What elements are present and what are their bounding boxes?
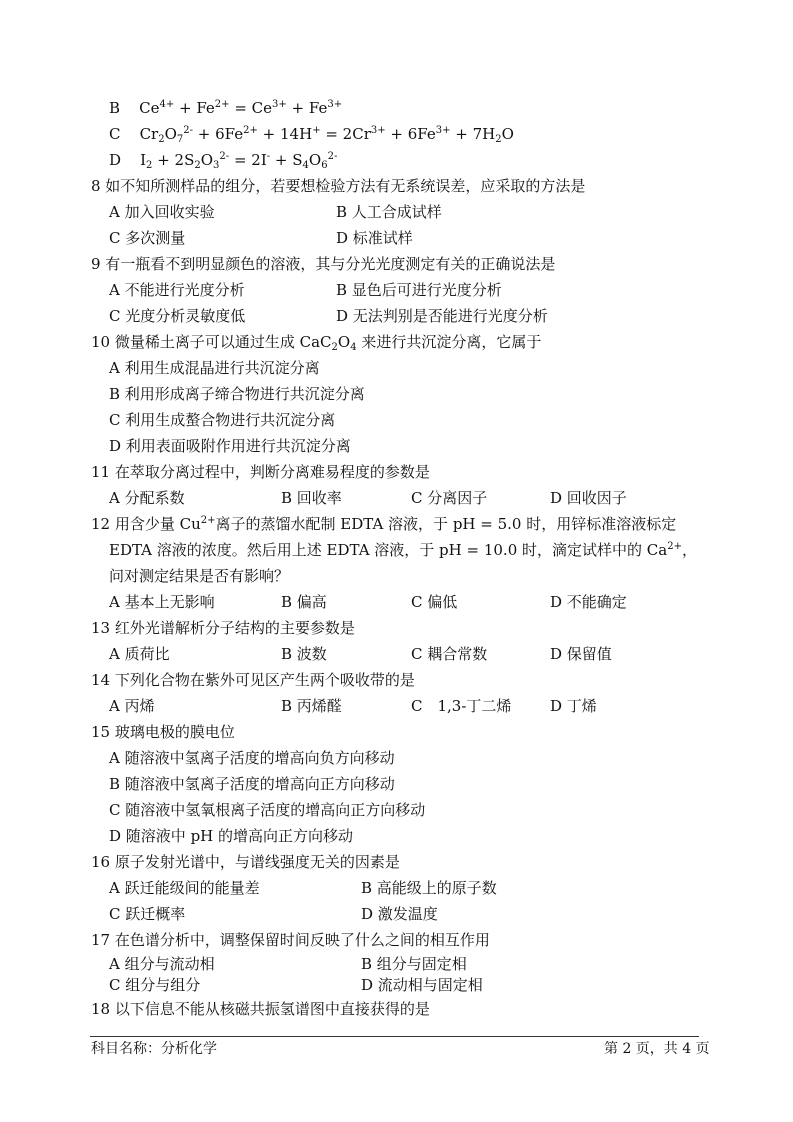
q17-option-a: A 组分与流动相: [109, 955, 215, 973]
q16-option-b: B 高能级上的原子数: [361, 879, 497, 897]
q17-option-c: C 组分与组分: [109, 976, 201, 994]
q7-option-d: D $I_2 + 2S_2O_3^{2-} = 2I^- + S_4O_6^{2-}$: [109, 151, 338, 171]
q13-option-a: A 质荷比: [109, 645, 170, 663]
q11-stem: 11 在萃取分离过程中，判断分离难易程度的参数是: [91, 463, 430, 481]
q10-option-d: D 利用表面吸附作用进行共沉淀分离: [109, 437, 351, 455]
q11-option-c: C 分离因子: [411, 489, 488, 507]
q11-option-a: A 分配系数: [109, 489, 185, 507]
q8-option-c: C 多次测量: [109, 229, 186, 247]
q7-option-b: B $Ce^{4+} + Fe^{2+} = Ce^{3+} + Fe^{3+}$: [109, 99, 343, 117]
q15-option-c: C 随溶液中氢氧根离子活度的增高向正方向移动: [109, 801, 426, 819]
q15-stem: 15 玻璃电极的膜电位: [91, 723, 235, 741]
q9-option-d: D 无法判别是否能进行光度分析: [336, 307, 548, 325]
q17-option-b: B 组分与固定相: [361, 955, 467, 973]
q8-option-a: A 加入回收实验: [109, 203, 215, 221]
q8-stem: 8 如不知所测样品的组分，若要想检验方法有无系统误差，应采取的方法是: [91, 177, 586, 195]
q9-option-b: B 显色后可进行光度分析: [336, 281, 502, 299]
q16-stem: 16 原子发射光谱中，与谱线强度无关的因素是: [91, 853, 400, 871]
q12-option-b: B 偏高: [281, 593, 327, 611]
q10-option-c: C 利用生成螯合物进行共沉淀分离: [109, 411, 336, 429]
footer-subject: 科目名称：分析化学: [91, 1041, 217, 1057]
q10-option-b: B 利用形成离子缔合物进行共沉淀分离: [109, 385, 365, 403]
q12-option-c: C 偏低: [411, 593, 458, 611]
q12-stem-line1: 12 用含少量 $Cu^{2+}$离子的蒸馏水配制 EDTA 溶液，于 pH = 5.0 时，用锌标准溶液标定: [91, 515, 677, 533]
q11-option-b: B 回收率: [281, 489, 342, 507]
q14-option-a: A 丙烯: [109, 697, 155, 715]
q13-option-d: D 保留值: [550, 645, 612, 663]
q18-stem: 18 以下信息不能从核磁共振氢谱图中直接获得的是: [91, 1000, 430, 1018]
q10-stem: 10 微量稀土离子可以通过生成 $CaC_2O_4$ 来进行共沉淀分离，它属于: [91, 333, 542, 353]
q12-option-a: A 基本上无影响: [109, 593, 215, 611]
q17-stem: 17 在色谱分析中，调整保留时间反映了什么之间的相互作用: [91, 931, 490, 949]
q15-option-a: A 随溶液中氢离子活度的增高向负方向移动: [109, 749, 395, 767]
q12-option-d: D 不能确定: [550, 593, 627, 611]
q11-option-d: D 回收因子: [550, 489, 627, 507]
q9-option-c: C 光度分析灵敏度低: [109, 307, 246, 325]
q14-option-d: D 丁烯: [550, 697, 597, 715]
q15-option-b: B 随溶液中氢离子活度的增高向正方向移动: [109, 775, 395, 793]
q13-stem: 13 红外光谱解析分子结构的主要参数是: [91, 619, 355, 637]
q16-option-d: D 激发温度: [361, 905, 438, 923]
q13-option-b: B 波数: [281, 645, 327, 663]
q17-option-d: D 流动相与固定相: [361, 976, 483, 994]
q16-option-c: C 跃迁概率: [109, 905, 186, 923]
footer-page-number: 第 2 页，共 4 页: [604, 1041, 710, 1057]
q8-option-d: D 标准试样: [336, 229, 413, 247]
q14-stem: 14 下列化合物在紫外可见区产生两个吸收带的是: [91, 671, 415, 689]
q16-option-a: A 跃迁能级间的能量差: [109, 879, 260, 897]
q9-stem: 9 有一瓶看不到明显颜色的溶液，其与分光光度测定有关的正确说法是: [91, 255, 556, 273]
q14-option-b: B 丙烯醛: [281, 697, 342, 715]
q14-option-c: C 1,3-丁二烯: [411, 697, 512, 715]
q12-stem-line2: EDTA 溶液的浓度。然后用上述 EDTA 溶液，于 pH = 10.0 时，滴定试样中的 $Ca^{2+}$，: [109, 541, 697, 559]
q12-stem-line3: 问对测定结果是否有影响？: [109, 567, 290, 585]
q10-option-a: A 利用生成混晶进行共沉淀分离: [109, 359, 320, 377]
q7-option-c: C $Cr_2O_7^{2-} + 6Fe^{2+} + 14H^+ = 2Cr^{3+} + 6Fe^{3+} + 7H_2O$: [109, 125, 514, 145]
q15-option-d: D 随溶液中 pH 的增高向正方向移动: [109, 827, 354, 845]
footer-divider: [90, 1036, 699, 1037]
q8-option-b: B 人工合成试样: [336, 203, 442, 221]
q13-option-c: C 耦合常数: [411, 645, 488, 663]
q9-option-a: A 不能进行光度分析: [109, 281, 245, 299]
